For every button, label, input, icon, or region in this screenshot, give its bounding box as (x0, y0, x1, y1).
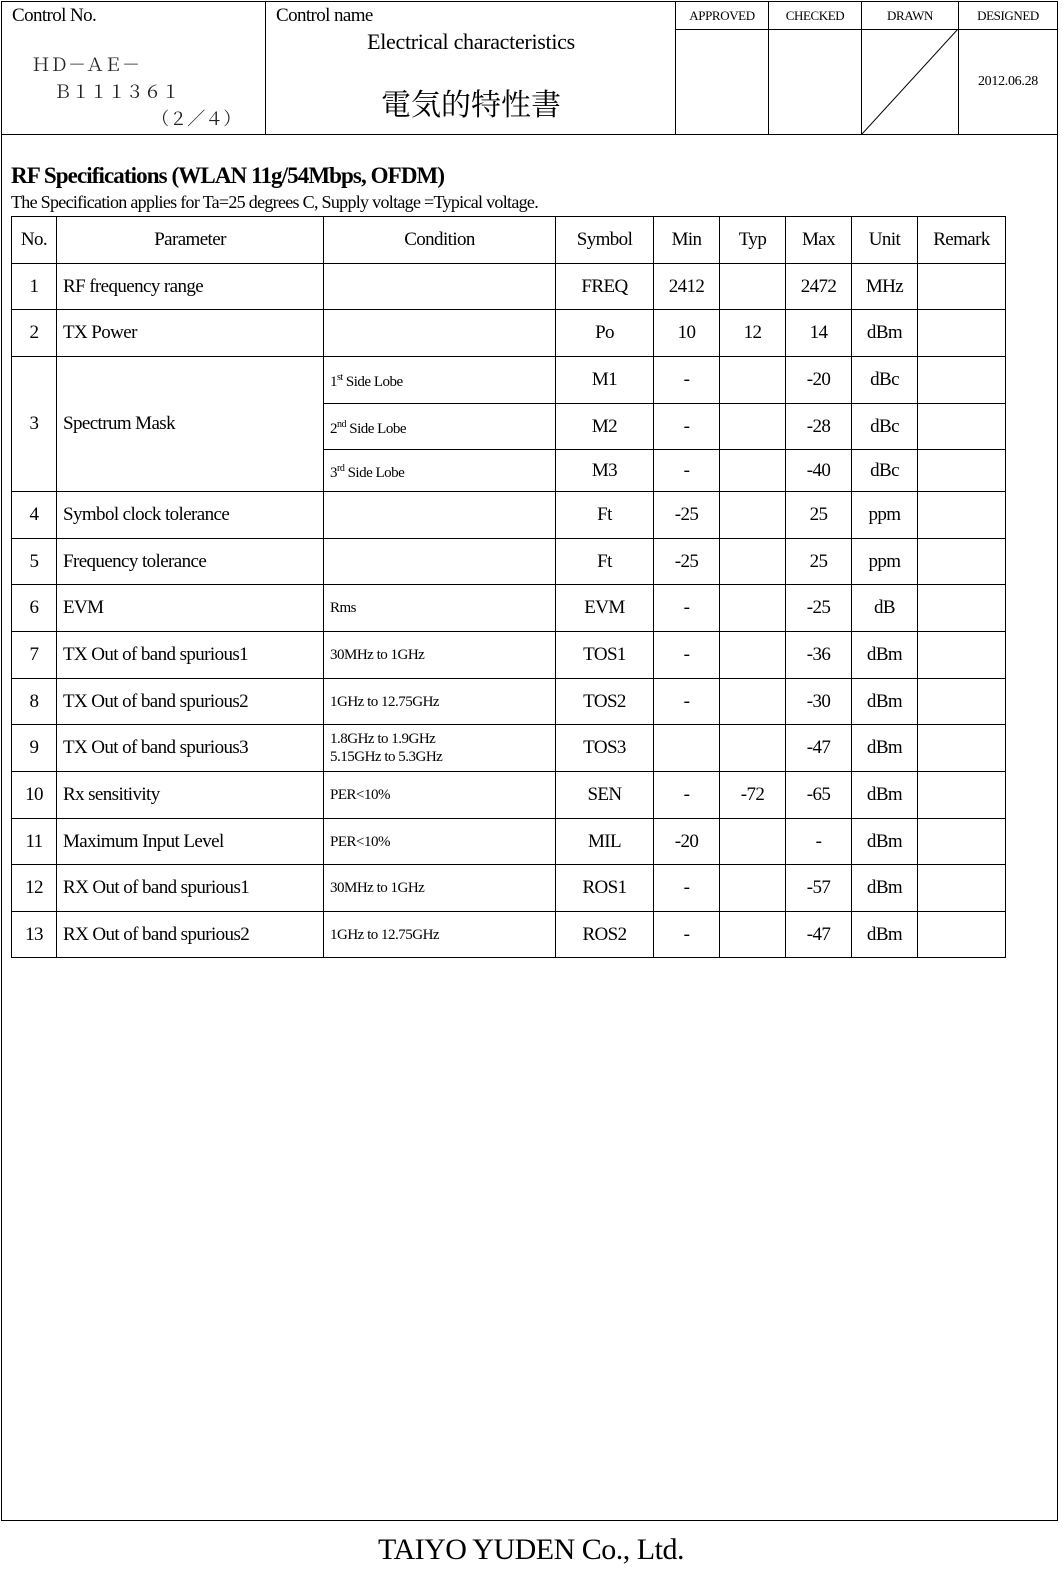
cell-condition (324, 450, 556, 492)
table-header-row (12, 217, 1006, 264)
checked-cell (769, 2, 862, 134)
cell-symbol: MIL (556, 819, 654, 865)
cell-condition (324, 357, 556, 404)
column-header: Parameter (57, 217, 324, 264)
ordinal-number: 1 (330, 374, 337, 390)
cell-max: -40 (786, 450, 852, 492)
cell-typ (720, 539, 786, 585)
cell-max: -30 (786, 679, 852, 725)
cell-parameter: Maximum Input Level (57, 819, 324, 865)
cell-min: -25 (654, 539, 720, 585)
ordinal-suffix: st (337, 372, 343, 383)
table-row (12, 725, 1006, 772)
table-row (12, 632, 1006, 679)
cell-unit: dBm (852, 819, 918, 865)
checked-label: CHECKED (769, 2, 861, 30)
cell-unit: dBm (852, 912, 918, 958)
cell-typ (720, 492, 786, 539)
cell-condition (324, 404, 556, 450)
cell-no: 1 (12, 264, 57, 310)
cell-remark (918, 819, 1006, 865)
cell-max: -20 (786, 357, 852, 404)
column-header: Symbol (556, 217, 654, 264)
cell-condition: Rms (324, 585, 556, 632)
cell-unit: dBm (852, 632, 918, 679)
table-row (12, 310, 1006, 357)
condition-text: Side Lobe (342, 374, 403, 390)
cell-condition (324, 492, 556, 539)
cell-remark (918, 632, 1006, 679)
table-row (12, 679, 1006, 725)
cell-typ (720, 912, 786, 958)
condition-line: 1.8GHz to 1.9GHz (330, 731, 436, 747)
cell-max: - (786, 819, 852, 865)
table-row (12, 492, 1006, 539)
cell-no: 4 (12, 492, 57, 539)
drawn-cell (862, 2, 959, 134)
cell-unit: dBc (852, 357, 918, 404)
cell-typ (720, 725, 786, 772)
cell-unit: dBm (852, 679, 918, 725)
cell-min: - (654, 585, 720, 632)
ordinal-suffix: rd (337, 462, 345, 474)
cell-typ (720, 679, 786, 725)
column-header: Max (786, 217, 852, 264)
cell-condition: PER<10% (324, 772, 556, 819)
cell-parameter: TX Power (57, 310, 324, 357)
table-row (12, 264, 1006, 310)
designed-label: DESIGNED (959, 2, 1057, 30)
cell-symbol: M3 (556, 450, 654, 492)
cell-min: - (654, 404, 720, 450)
cell-max: -25 (786, 585, 852, 632)
cell-unit: ppm (852, 539, 918, 585)
cell-max: 25 (786, 539, 852, 585)
condition-text: Side Lobe (344, 464, 405, 481)
cell-symbol: TOS3 (556, 725, 654, 772)
approved-cell (676, 2, 769, 134)
cell-unit: dBc (852, 404, 918, 450)
cell-min: 2412 (654, 264, 720, 310)
cell-condition: 1GHz to 12.75GHz (324, 679, 556, 725)
section-title: RF Specifications (WLAN 11g/54Mbps, OFDM) (11, 163, 445, 188)
cell-typ (720, 450, 786, 492)
control-no-line: ＨＤ－ＡＥ－ (32, 55, 140, 76)
cell-min: - (654, 865, 720, 912)
table-row (12, 357, 1006, 404)
cell-parameter: RX Out of band spurious1 (57, 865, 324, 912)
cell-symbol: ROS2 (556, 912, 654, 958)
column-header: Condition (324, 217, 556, 264)
control-name-label: Control name (276, 5, 373, 26)
table-row (12, 912, 1006, 958)
condition-line: 5.15GHz to 5.3GHz (330, 749, 443, 765)
approved-value (676, 29, 768, 134)
cell-remark (918, 725, 1006, 772)
cell-max: -47 (786, 725, 852, 772)
cell-max: 14 (786, 310, 852, 357)
cell-remark (918, 539, 1006, 585)
cell-no: 8 (12, 679, 57, 725)
cell-max: 2472 (786, 264, 852, 310)
cell-typ (720, 865, 786, 912)
table-row (12, 585, 1006, 632)
cell-typ: -72 (720, 772, 786, 819)
cell-unit: dBm (852, 865, 918, 912)
cell-min: -25 (654, 492, 720, 539)
cell-typ: 12 (720, 310, 786, 357)
cell-typ (720, 264, 786, 310)
cell-typ (720, 357, 786, 404)
cell-unit: dBm (852, 310, 918, 357)
cell-max: 25 (786, 492, 852, 539)
cell-typ (720, 585, 786, 632)
cell-parameter: Spectrum Mask (57, 357, 324, 492)
cell-min: - (654, 357, 720, 404)
control-no-label: Control No. (12, 5, 97, 26)
cell-min: - (654, 450, 720, 492)
cell-remark (918, 679, 1006, 725)
ordinal-number: 2 (330, 420, 337, 437)
cell-parameter: RX Out of band spurious2 (57, 912, 324, 958)
cell-remark (918, 357, 1006, 404)
cell-max: -36 (786, 632, 852, 679)
cell-remark (918, 310, 1006, 357)
cell-no: 3 (12, 357, 57, 492)
control-name-cell (266, 2, 676, 134)
company-name: TAIYO YUDEN Co., Ltd. (378, 1533, 684, 1566)
condition-text: Side Lobe (346, 420, 406, 437)
cell-unit: MHz (852, 264, 918, 310)
cell-min: -20 (654, 819, 720, 865)
cell-condition (324, 725, 556, 772)
table-row (12, 772, 1006, 819)
cell-unit: dB (852, 585, 918, 632)
cell-symbol: M2 (556, 404, 654, 450)
column-header: Unit (852, 217, 918, 264)
cell-condition (324, 264, 556, 310)
cell-parameter: Rx sensitivity (57, 772, 324, 819)
control-no-line: （２／４） (32, 109, 242, 130)
cell-parameter: EVM (57, 585, 324, 632)
cell-symbol: TOS1 (556, 632, 654, 679)
cell-typ (720, 819, 786, 865)
table-row (12, 819, 1006, 865)
cell-remark (918, 264, 1006, 310)
cell-min: 10 (654, 310, 720, 357)
cell-max: -65 (786, 772, 852, 819)
cell-condition: 30MHz to 1GHz (324, 632, 556, 679)
cell-symbol: ROS1 (556, 865, 654, 912)
cell-parameter: Frequency tolerance (57, 539, 324, 585)
cell-no: 12 (12, 865, 57, 912)
cell-no: 11 (12, 819, 57, 865)
cell-unit: dBm (852, 772, 918, 819)
cell-condition (324, 310, 556, 357)
column-header: No. (12, 217, 57, 264)
cell-no: 5 (12, 539, 57, 585)
cell-symbol: Ft (556, 492, 654, 539)
cell-unit: dBc (852, 450, 918, 492)
cell-min: - (654, 679, 720, 725)
cell-symbol: SEN (556, 772, 654, 819)
cell-no: 6 (12, 585, 57, 632)
cell-parameter: TX Out of band spurious1 (57, 632, 324, 679)
checked-value (769, 29, 861, 134)
cell-remark (918, 772, 1006, 819)
cell-remark (918, 450, 1006, 492)
section-note: The Specification applies for Ta=25 degrees C, Supply voltage =Typical voltage. (11, 192, 538, 212)
document-title-en: Electrical characteristics (367, 29, 575, 54)
cell-symbol: FREQ (556, 264, 654, 310)
drawn-label: DRAWN (862, 2, 958, 30)
cell-no: 10 (12, 772, 57, 819)
cell-typ (720, 404, 786, 450)
cell-parameter: Symbol clock tolerance (57, 492, 324, 539)
cell-no: 13 (12, 912, 57, 958)
cell-min: - (654, 632, 720, 679)
cell-no: 2 (12, 310, 57, 357)
column-header: Remark (918, 217, 1006, 264)
cell-remark (918, 585, 1006, 632)
cell-parameter: TX Out of band spurious3 (57, 725, 324, 772)
ordinal-suffix: nd (337, 418, 346, 430)
cell-symbol: TOS2 (556, 679, 654, 725)
cell-condition (324, 539, 556, 585)
drawn-value (862, 29, 958, 134)
cell-typ (720, 632, 786, 679)
cell-remark (918, 404, 1006, 450)
designed-date: 2012.06.28 (977, 73, 1038, 89)
cell-remark (918, 492, 1006, 539)
cell-min: - (654, 912, 720, 958)
cell-no: 7 (12, 632, 57, 679)
document-title-jp: 電気的特性書 (381, 88, 561, 123)
cell-no: 9 (12, 725, 57, 772)
ordinal-number: 3 (330, 464, 337, 481)
table-row (12, 865, 1006, 912)
cell-symbol: Ft (556, 539, 654, 585)
rf-spec-table (11, 216, 1006, 958)
cell-remark (918, 865, 1006, 912)
cell-symbol: Po (556, 310, 654, 357)
cell-condition: 30MHz to 1GHz (324, 865, 556, 912)
table-row (12, 539, 1006, 585)
cell-parameter: RF frequency range (57, 264, 324, 310)
cell-symbol: M1 (556, 357, 654, 404)
approved-label: APPROVED (676, 2, 768, 30)
designed-cell (959, 2, 1057, 134)
cell-min (654, 725, 720, 772)
control-no-line: Ｂ１１１３６１ (32, 82, 180, 103)
cell-parameter: TX Out of band spurious2 (57, 679, 324, 725)
control-no-value (32, 52, 241, 133)
cell-max: -47 (786, 912, 852, 958)
control-no-cell (2, 2, 266, 134)
title-block (2, 2, 1057, 135)
column-header: Min (654, 217, 720, 264)
cell-min: - (654, 772, 720, 819)
cell-unit: ppm (852, 492, 918, 539)
column-header: Typ (720, 217, 786, 264)
cell-unit: dBm (852, 725, 918, 772)
cell-condition: PER<10% (324, 819, 556, 865)
cell-remark (918, 912, 1006, 958)
cell-symbol: EVM (556, 585, 654, 632)
cell-max: -28 (786, 404, 852, 450)
cell-max: -57 (786, 865, 852, 912)
cell-condition: 1GHz to 12.75GHz (324, 912, 556, 958)
